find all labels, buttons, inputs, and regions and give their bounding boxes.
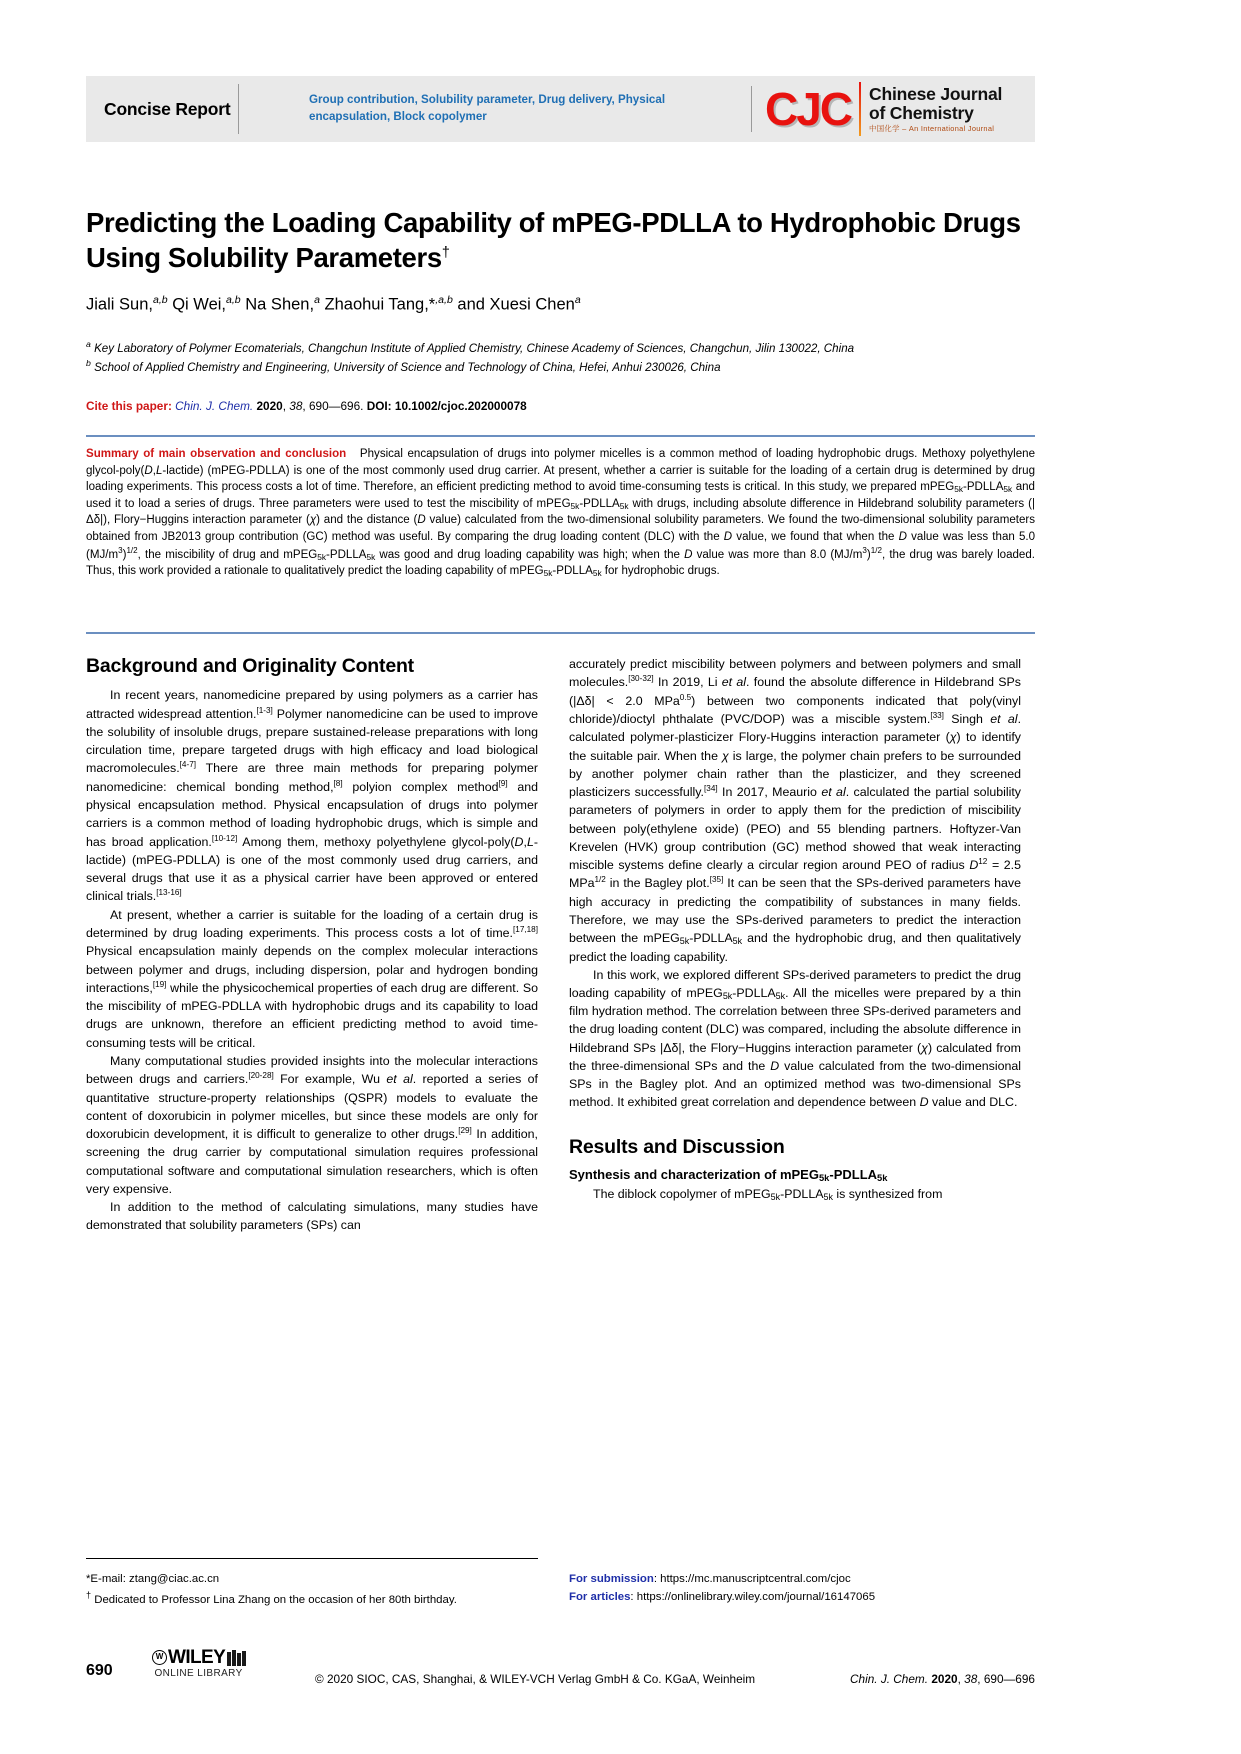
affiliations bbox=[86, 338, 1026, 377]
left-paragraph-1: In recent years, nanomedicine prepared by using polymers as a carrier has attracted widespread attention.[1-3] Polymer nanomedicine can be used to improve the solubility of insoluble drugs, prepare sustained-release preparations with long circulation time, prepare targeted drugs with high efficacy and load biological macromolecules.[4-7] There are three main methods for preparing polymer nanomedicine: chemical bonding method,[8] polyion complex method[9] and physical encapsulation method. Physical encapsulation of drugs into polymer carriers is a common method of loading hydrophobic drugs, which is simple and has broad application.[10-12] Among them, methoxy polyethylene glycol-poly(D,L-lactide) (mPEG-PDLLA) is one of the most commonly used drug carriers, and several drugs that use it as a physical carrier have been approved or entered clinical trials.[13-16] bbox=[86, 688, 538, 904]
dedication-text: Dedicated to Professor Lina Zhang on the occasion of her 80th birthday. bbox=[94, 1593, 457, 1606]
abstract-heading: Summary of main observation and conclusion bbox=[86, 448, 347, 460]
affiliation-a bbox=[86, 338, 1026, 357]
dedication-note bbox=[86, 1588, 538, 1609]
wiley-online-library-logo bbox=[152, 1648, 245, 1679]
abstract-block bbox=[86, 446, 1035, 580]
submission-line bbox=[569, 1570, 1035, 1588]
article-type-label: Concise Report bbox=[104, 98, 231, 119]
footer-journal: Chin. J. Chem. bbox=[850, 1672, 929, 1686]
affiliation-a-marker: a bbox=[86, 339, 91, 349]
citation-volume: 38 bbox=[289, 399, 303, 413]
title-line-2: Using Solubility Parameters bbox=[86, 242, 442, 274]
left-paragraph-3: Many computational studies provided insights into the molecular interactions between drugs and carriers.[20-28] For example, Wu et al. reported a series of quantitative structure-property relationships (QSPR) models to evaluate the content of doxorubicin in polymer micelles, but since these models are only for doxorubicin development, it is difficult to generalize to other drugs.[29] In addition, screening the drug carrier by computational simulation requires professional computational software and computational simulation researchers, which is often very expensive. bbox=[86, 1053, 538, 1196]
footnotes-right bbox=[569, 1570, 1035, 1606]
journal-name-subtitle: 中国化学 – An International Journal bbox=[869, 123, 995, 133]
journal-logo bbox=[745, 76, 1035, 142]
articles-label: For articles bbox=[569, 1591, 631, 1604]
logo-accent-bar bbox=[859, 82, 861, 136]
articles-line bbox=[569, 1588, 1035, 1606]
footnotes-left bbox=[86, 1570, 538, 1609]
left-paragraph-2: At present, whether a carrier is suitable for the loading of a certain drug is determined by drug loading experiments. This process costs a lot of time.[17,18] Physical encapsulation mainly depends on the complex molecular interactions between polymer and drugs, including dispersion, polar and hydrogen bonding interactions,[19] while the physicochemical properties of each drug are different. So the miscibility of mPEG-PDLLA with hydrophobic drugs and its capability to load drugs are unknown, therefore an efficient predicting method to avoid time-consuming tests will be critical. bbox=[86, 907, 538, 1050]
right-column bbox=[569, 655, 1021, 1203]
page-title bbox=[86, 205, 1026, 275]
affiliation-b-text: School of Applied Chemistry and Engineering, University of Science and Technology of China, Hefei, Anhui 230026, China bbox=[94, 361, 721, 375]
citation-doi[interactable]: 10.1002/cjoc.202000078 bbox=[394, 399, 527, 413]
section-heading-results: Results and Discussion bbox=[569, 1135, 785, 1158]
left-paragraph-4: In addition to the method of calculating simulations, many studies have demonstrated that solubility parameters (SPs) can bbox=[86, 1200, 538, 1233]
citation-label: Cite this paper: bbox=[86, 399, 172, 413]
cjc-logo-mark: CJC bbox=[765, 83, 852, 135]
citation-line: Cite this paper: Chin. J. Chem. 2020, 38, 690—696. DOI: 10.1002/cjoc.202000078 bbox=[86, 399, 527, 413]
footnote-rule bbox=[86, 1558, 538, 1559]
globe-icon: W bbox=[152, 1650, 167, 1665]
wiley-logo-top bbox=[152, 1648, 245, 1667]
abstract-body: Physical encapsulation of drugs into polymer micelles is a common method of loading hydrophobic drugs. Methoxy polyethylene glycol-poly(D,L-lactide) (mPEG-PDLLA) is one of the most commonly used drug carrier. At present, whether a carrier is suitable for the loading of a certain drug is determined by drug loading experiments. This process costs a lot of time. Therefore, an efficient predicting method to avoid time-consuming tests is critical. In this study, we prepared $mPEG_{5k}-PDLLA_{5k}$ and used it to load a series of drugs. Three parameters were used to test the miscibility of $mPEG_{5k}-PDLLA_{5k}$ with drugs, including absolute difference in Hildebrand solubility parameters (|Δδ|), Flory−Huggins interaction parameter (χ) and the distance (D value) calculated from the two-dimensional solubility parameters. We found the two-dimensional solubility parameters obtained from JB2013 group contribution (GC) method was useful. By comparing the drug loading content (DLC) with the D value, we found that when the D value was less than 5.0 $(MJ/m^3)^{1/2}$, the miscibility of drug and $mPEG_{5k}-PDLLA_{5k}$ was good and drug loading capability was high; when the D value was more than 8.0 $(MJ/m^3)^{1/2}$, the drug was barely loaded. Thus, this work provided a rationale to qualitatively predict the loading capability of $mPEG_{5k}-PDLLA_{5k}$ for hydrophobic drugs. bbox=[86, 448, 1035, 579]
journal-name-line2: of Chemistry bbox=[869, 103, 974, 124]
right-paragraph-1: accurately predict miscibility between polymers and between polymers and small molecules.[30-32] In 2019, Li et al. found the absolute difference in Hildebrand SPs (|Δδ| < 2.0 MPa$^{0.5}$) between two components indicated that poly(vinyl chloride)/dioctyl phthalate (PVC/DOP) was a miscible system.[33] Singh et al. calculated polymer-plasticizer Flory-Huggins interaction parameter (χ) to identify the suitable pair. When the χ is large, the polymer chain prefers to be surrounded by another polymer chain rather than the plasticizer, and they screened plasticizers successfully.[34] In 2017, Meaurio et al. calculated the partial solubility parameters of polymers in order to apply them for the prediction of miscibility between poly(ethylene oxide) (PEO) and 55 blending partners. Hoftyzer-Van Krevelen (HVK) group contribution (GC) method showed that weak interacting miscible systems define clearly a circular region around PEO of radius $D^{12} = 2.5$ MPa$^{1/2}$ in the Bagley plot.[35] It can be seen that the SPs-derived parameters have high accuracy in predicting the compatibility of substances in many fields. Therefore, we may use the SPs-derived parameters to predict the interaction between the $mPEG_{5k}-PDLLA_{5k}$ and the hydrophobic drug, and then qualitatively predict the loading capability. bbox=[569, 657, 1022, 964]
author-list: Jiali Sun,$^{a,b}$ Qi Wei,$^{a,b}$ Na Shen,$^a$ Zhaohui Tang,*$^{,a,b}$ and Xuesi Chen$^a$ bbox=[86, 294, 581, 314]
keywords-list: Group contribution, Solubility parameter, Drug delivery, Physical encapsulation, Block copolymer bbox=[309, 93, 666, 123]
citation-pages: 690—696. bbox=[308, 399, 364, 413]
section-heading-background: Background and Originality Content bbox=[86, 655, 414, 677]
title-dagger-marker: † bbox=[441, 245, 450, 262]
citation-year: 2020 bbox=[256, 399, 283, 413]
wiley-logo-sub: ONLINE LIBRARY bbox=[154, 1668, 243, 1679]
dagger-marker: † bbox=[86, 1590, 92, 1601]
copyright-line: © 2020 SIOC, CAS, Shanghai, & WILEY-VCH Verlag GmbH & Co. KGaA, Weinheim bbox=[315, 1672, 756, 1686]
articles-url[interactable]: : https://onlinelibrary.wiley.com/journal/16147065 bbox=[630, 1591, 876, 1604]
affiliation-b-marker: b bbox=[86, 358, 91, 369]
journal-name-line1: Chinese Journal bbox=[869, 83, 1003, 104]
citation-doi-label: DOI: bbox=[366, 399, 392, 413]
logo-divider bbox=[751, 86, 752, 132]
right-paragraph-2: In this work, we explored different SPs-derived parameters to predict the drug loading capability of $mPEG_{5k}-PDLLA_{5k}$. All the micelles were prepared by a thin film hydration method. The correlation between three SPs-derived parameters and the drug loading content (DLC) was compared, including the absolute difference in Hildebrand SPs |Δδ|, the Flory−Huggins interaction parameter (χ) calculated from the three-dimensional SPs and the D value calculated from the two-dimensional SPs in the Bagley plot. And an optimized method was two-dimensional SPs method. It exhibited great correlation and dependence between D value and DLC. bbox=[569, 967, 1021, 1110]
abstract-bottom-rule bbox=[86, 632, 1035, 634]
right-paragraph-3: The diblock copolymer of $mPEG_{5k}-PDLLA_{5k}$ is synthesized from bbox=[593, 1186, 943, 1202]
page-number: 690 bbox=[86, 1662, 113, 1679]
journal-name-block bbox=[869, 85, 1002, 133]
footer-volume: 38 bbox=[964, 1672, 978, 1686]
submission-url[interactable]: : https://mc.manuscriptcentral.com/cjoc bbox=[653, 1573, 851, 1585]
footer-year: 2020 bbox=[931, 1672, 958, 1686]
books-icon bbox=[227, 1649, 245, 1666]
submission-label: For submission bbox=[569, 1573, 654, 1585]
title-line-1: Predicting the Loading Capability of mPEG-PDLLA to Hydrophobic Drugs bbox=[86, 207, 1021, 238]
journal-header-banner bbox=[86, 76, 1035, 142]
corresponding-email[interactable]: *E-mail: ztang@ciac.ac.cn bbox=[86, 1573, 220, 1585]
left-column bbox=[86, 655, 538, 1235]
affiliation-b bbox=[86, 357, 1026, 376]
footer-citation: Chin. J. Chem. 2020, 38, 690—696 bbox=[850, 1672, 1035, 1686]
abstract-top-rule bbox=[86, 435, 1035, 437]
footer-pages: 690—696 bbox=[983, 1672, 1035, 1686]
citation-journal[interactable]: Chin. J. Chem. bbox=[175, 399, 254, 413]
wiley-wordmark: WILEY bbox=[168, 1647, 226, 1668]
affiliation-a-text: Key Laboratory of Polymer Ecomaterials, Changchun Institute of Applied Chemistry, Chinese Academy of Sciences, Changchun, Jilin 130022, China bbox=[94, 341, 855, 355]
subsection-heading-synthesis: Synthesis and characterization of $mPEG_{5k}-PDLLA_{5k}$ bbox=[569, 1167, 888, 1183]
